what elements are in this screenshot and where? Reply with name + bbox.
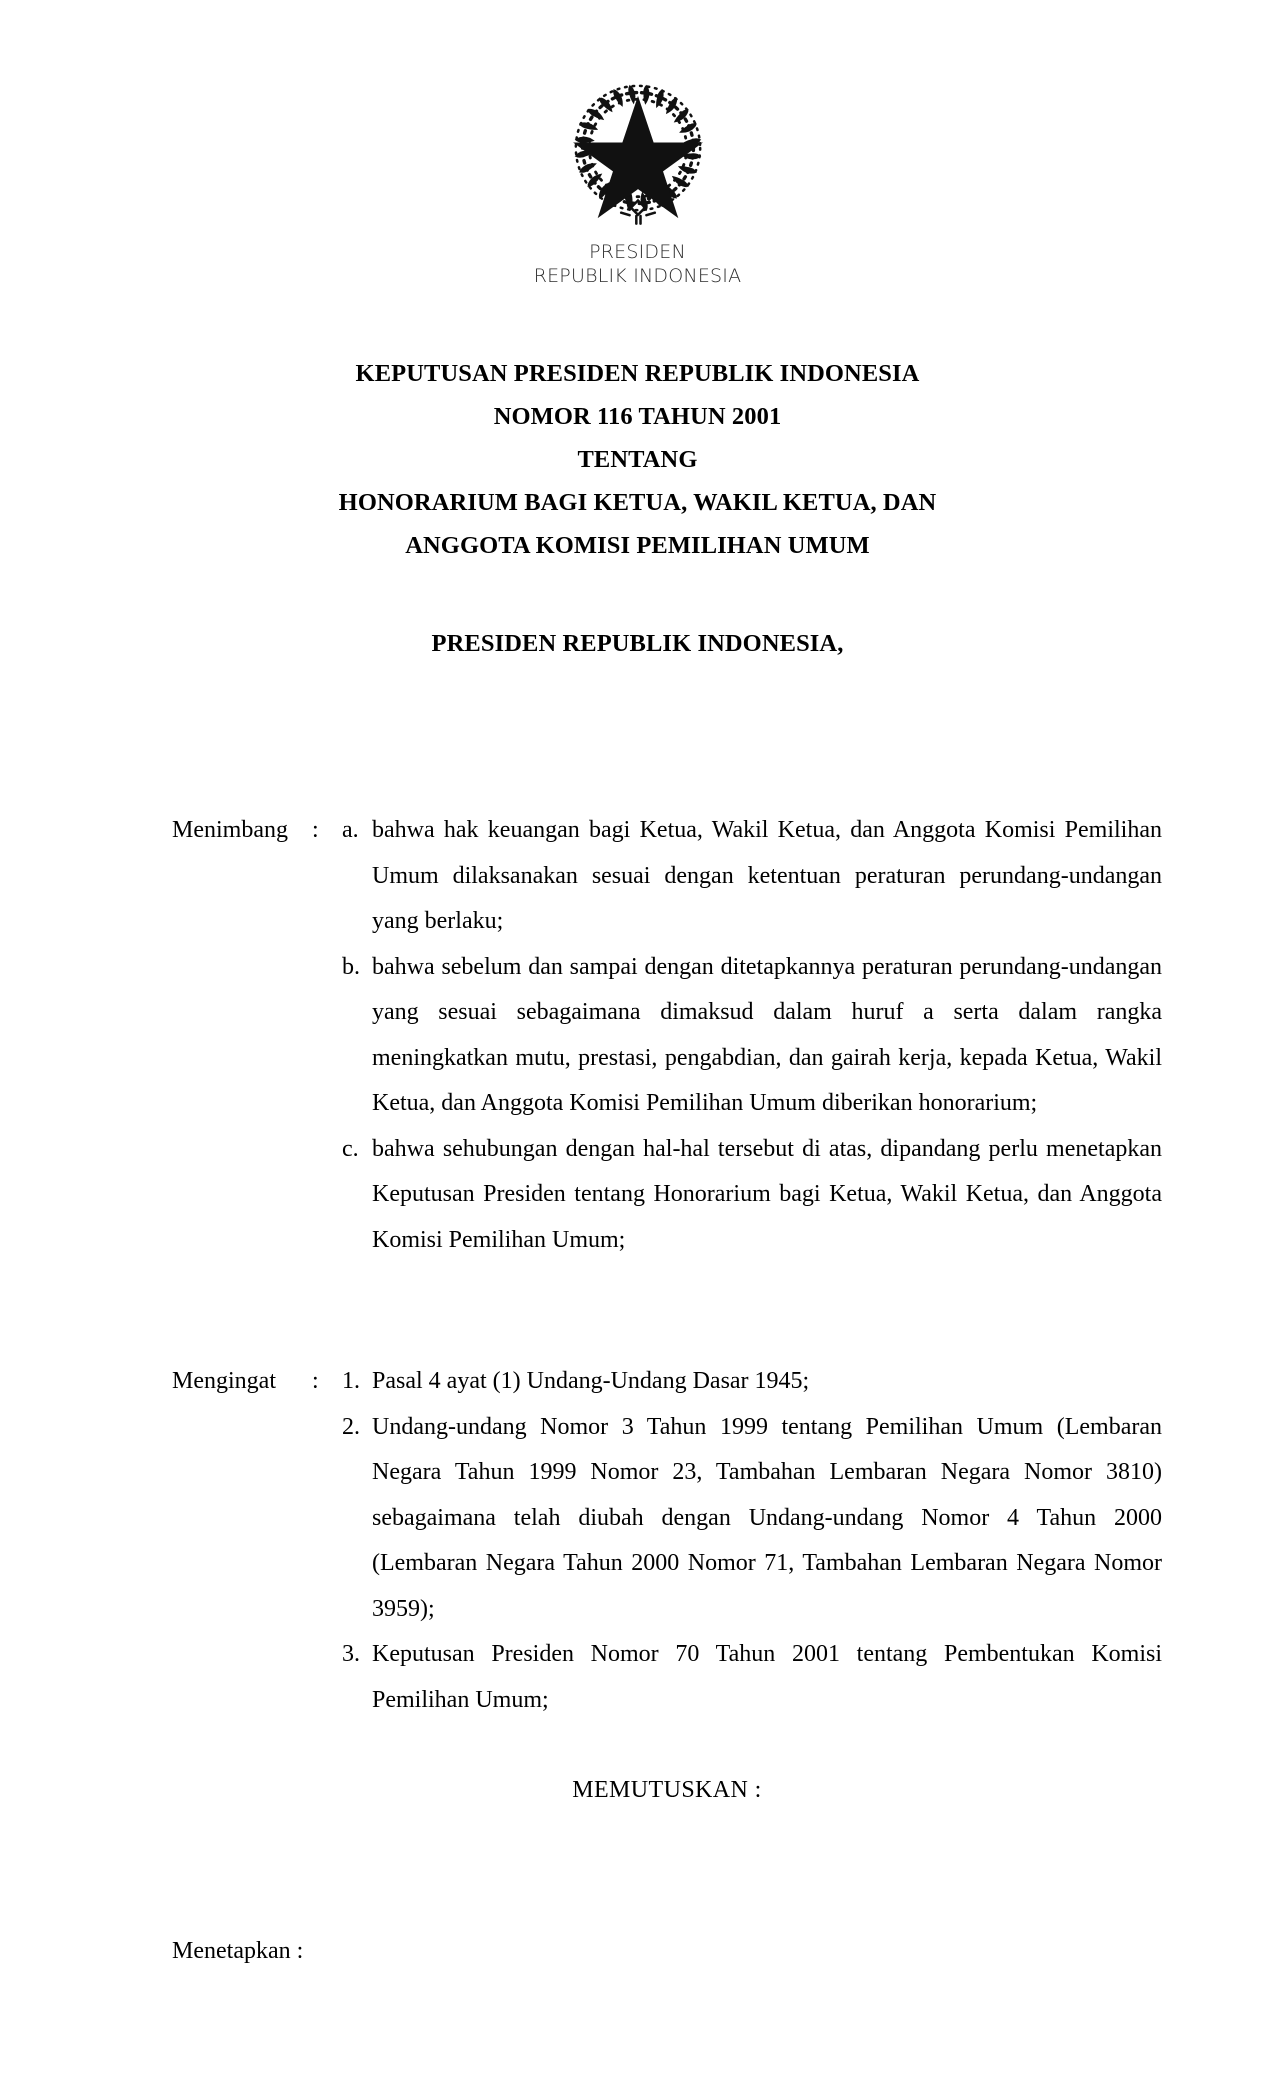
emblem-caption-line-2: REPUBLIK INDONESIA bbox=[533, 265, 742, 288]
title-line-4: HONORARIUM BAGI KETUA, WAKIL KETUA, DAN bbox=[338, 489, 937, 516]
menimbang-colon: : bbox=[312, 817, 319, 843]
menimbang-item-a-text: bahwa hak keuangan bagi Ketua, Wakil Ketua, dan Anggota Komisi Pemilihan Umum dilaksanakan sesuai dengan ketentuan peraturan perundang-undangan yang berlaku; bbox=[372, 817, 1162, 934]
emblem-caption-line-1: PRESIDEN bbox=[589, 241, 686, 263]
mengingat-item-1-marker: 1. bbox=[342, 1368, 360, 1394]
mengingat-item-3-text: Keputusan Presiden Nomor 70 Tahun 2001 tentang Pembentukan Komisi Pemilihan Umum; bbox=[372, 1641, 1162, 1713]
mengingat-item-3-marker: 3. bbox=[342, 1641, 360, 1667]
memutuskan-heading: MEMUTUSKAN : bbox=[572, 1777, 762, 1803]
title-line-5: ANGGOTA KOMISI PEMILIHAN UMUM bbox=[405, 532, 870, 559]
mengingat-section bbox=[172, 1359, 1162, 1723]
menimbang-item-a-marker: a. bbox=[342, 817, 359, 843]
emblem-block bbox=[0, 62, 1275, 289]
section-spacer bbox=[172, 1263, 1162, 1359]
menimbang-item-b-marker: b. bbox=[342, 953, 360, 980]
mengingat-colon: : bbox=[312, 1368, 319, 1394]
title-line-1: KEPUTUSAN PRESIDEN REPUBLIK INDONESIA bbox=[355, 360, 920, 387]
title-line-2: NOMOR 116 TAHUN 2001 bbox=[493, 403, 782, 430]
menimbang-section bbox=[172, 808, 1162, 1263]
indonesian-presidential-star-wreath-emblem bbox=[554, 62, 722, 234]
menetapkan-label: Menetapkan : bbox=[172, 1938, 304, 1964]
emblem-caption bbox=[0, 240, 1275, 289]
menimbang-item-c-text: bahwa sehubungan dengan hal-hal tersebut di atas, dipandang perlu menetapkan Keputusan Presiden tentang Honorarium bagi Ketua, Wakil Ketua, dan Anggota Komisi Pemilihan Umum; bbox=[372, 1135, 1162, 1253]
document-body bbox=[172, 808, 1162, 1814]
document-title-block bbox=[0, 352, 1275, 567]
president-heading: PRESIDEN REPUBLIK INDONESIA, bbox=[431, 630, 844, 657]
title-line-3: TENTANG bbox=[577, 446, 698, 473]
mengingat-item-3 bbox=[342, 1632, 1162, 1723]
mengingat-item-2 bbox=[342, 1405, 1162, 1633]
mengingat-item-2-marker: 2. bbox=[342, 1413, 360, 1440]
mengingat-label: Mengingat bbox=[172, 1368, 276, 1394]
mengingat-item-1 bbox=[342, 1359, 1162, 1405]
mengingat-item-2-text: Undang-undang Nomor 3 Tahun 1999 tentang Pemilihan Umum (Lembaran Negara Tahun 1999 Nomor 23, Tambahan Lembaran Negara Nomor 3810) sebagaimana telah diubah dengan Undang-undang Nomor 4 Tahun 2000 (Lembaran Negara Tahun 2000 Nomor 71, Tambahan Lembaran Negara Nomor 3959); bbox=[372, 1413, 1162, 1622]
menimbang-item-c bbox=[342, 1127, 1162, 1264]
mengingat-item-1-text: Pasal 4 ayat (1) Undang-Undang Dasar 1945; bbox=[372, 1368, 810, 1394]
memutuskan-spacer bbox=[172, 1723, 1162, 1768]
menimbang-item-c-marker: c. bbox=[342, 1135, 359, 1162]
menimbang-item-b-text: bahwa sebelum dan sampai dengan ditetapkannya peraturan perundang-undangan yang sesuai sebagaimana dimaksud dalam huruf a serta dalam rangka meningkatkan mutu, prestasi, pengabdian, dan gairah kerja, kepada Ketua, Wakil Ketua, dan Anggota Komisi Pemilihan Umum diberikan honorarium; bbox=[372, 953, 1162, 1116]
menimbang-item-b bbox=[342, 945, 1162, 1127]
menimbang-label: Menimbang bbox=[172, 817, 288, 843]
menimbang-item-a bbox=[342, 808, 1162, 945]
